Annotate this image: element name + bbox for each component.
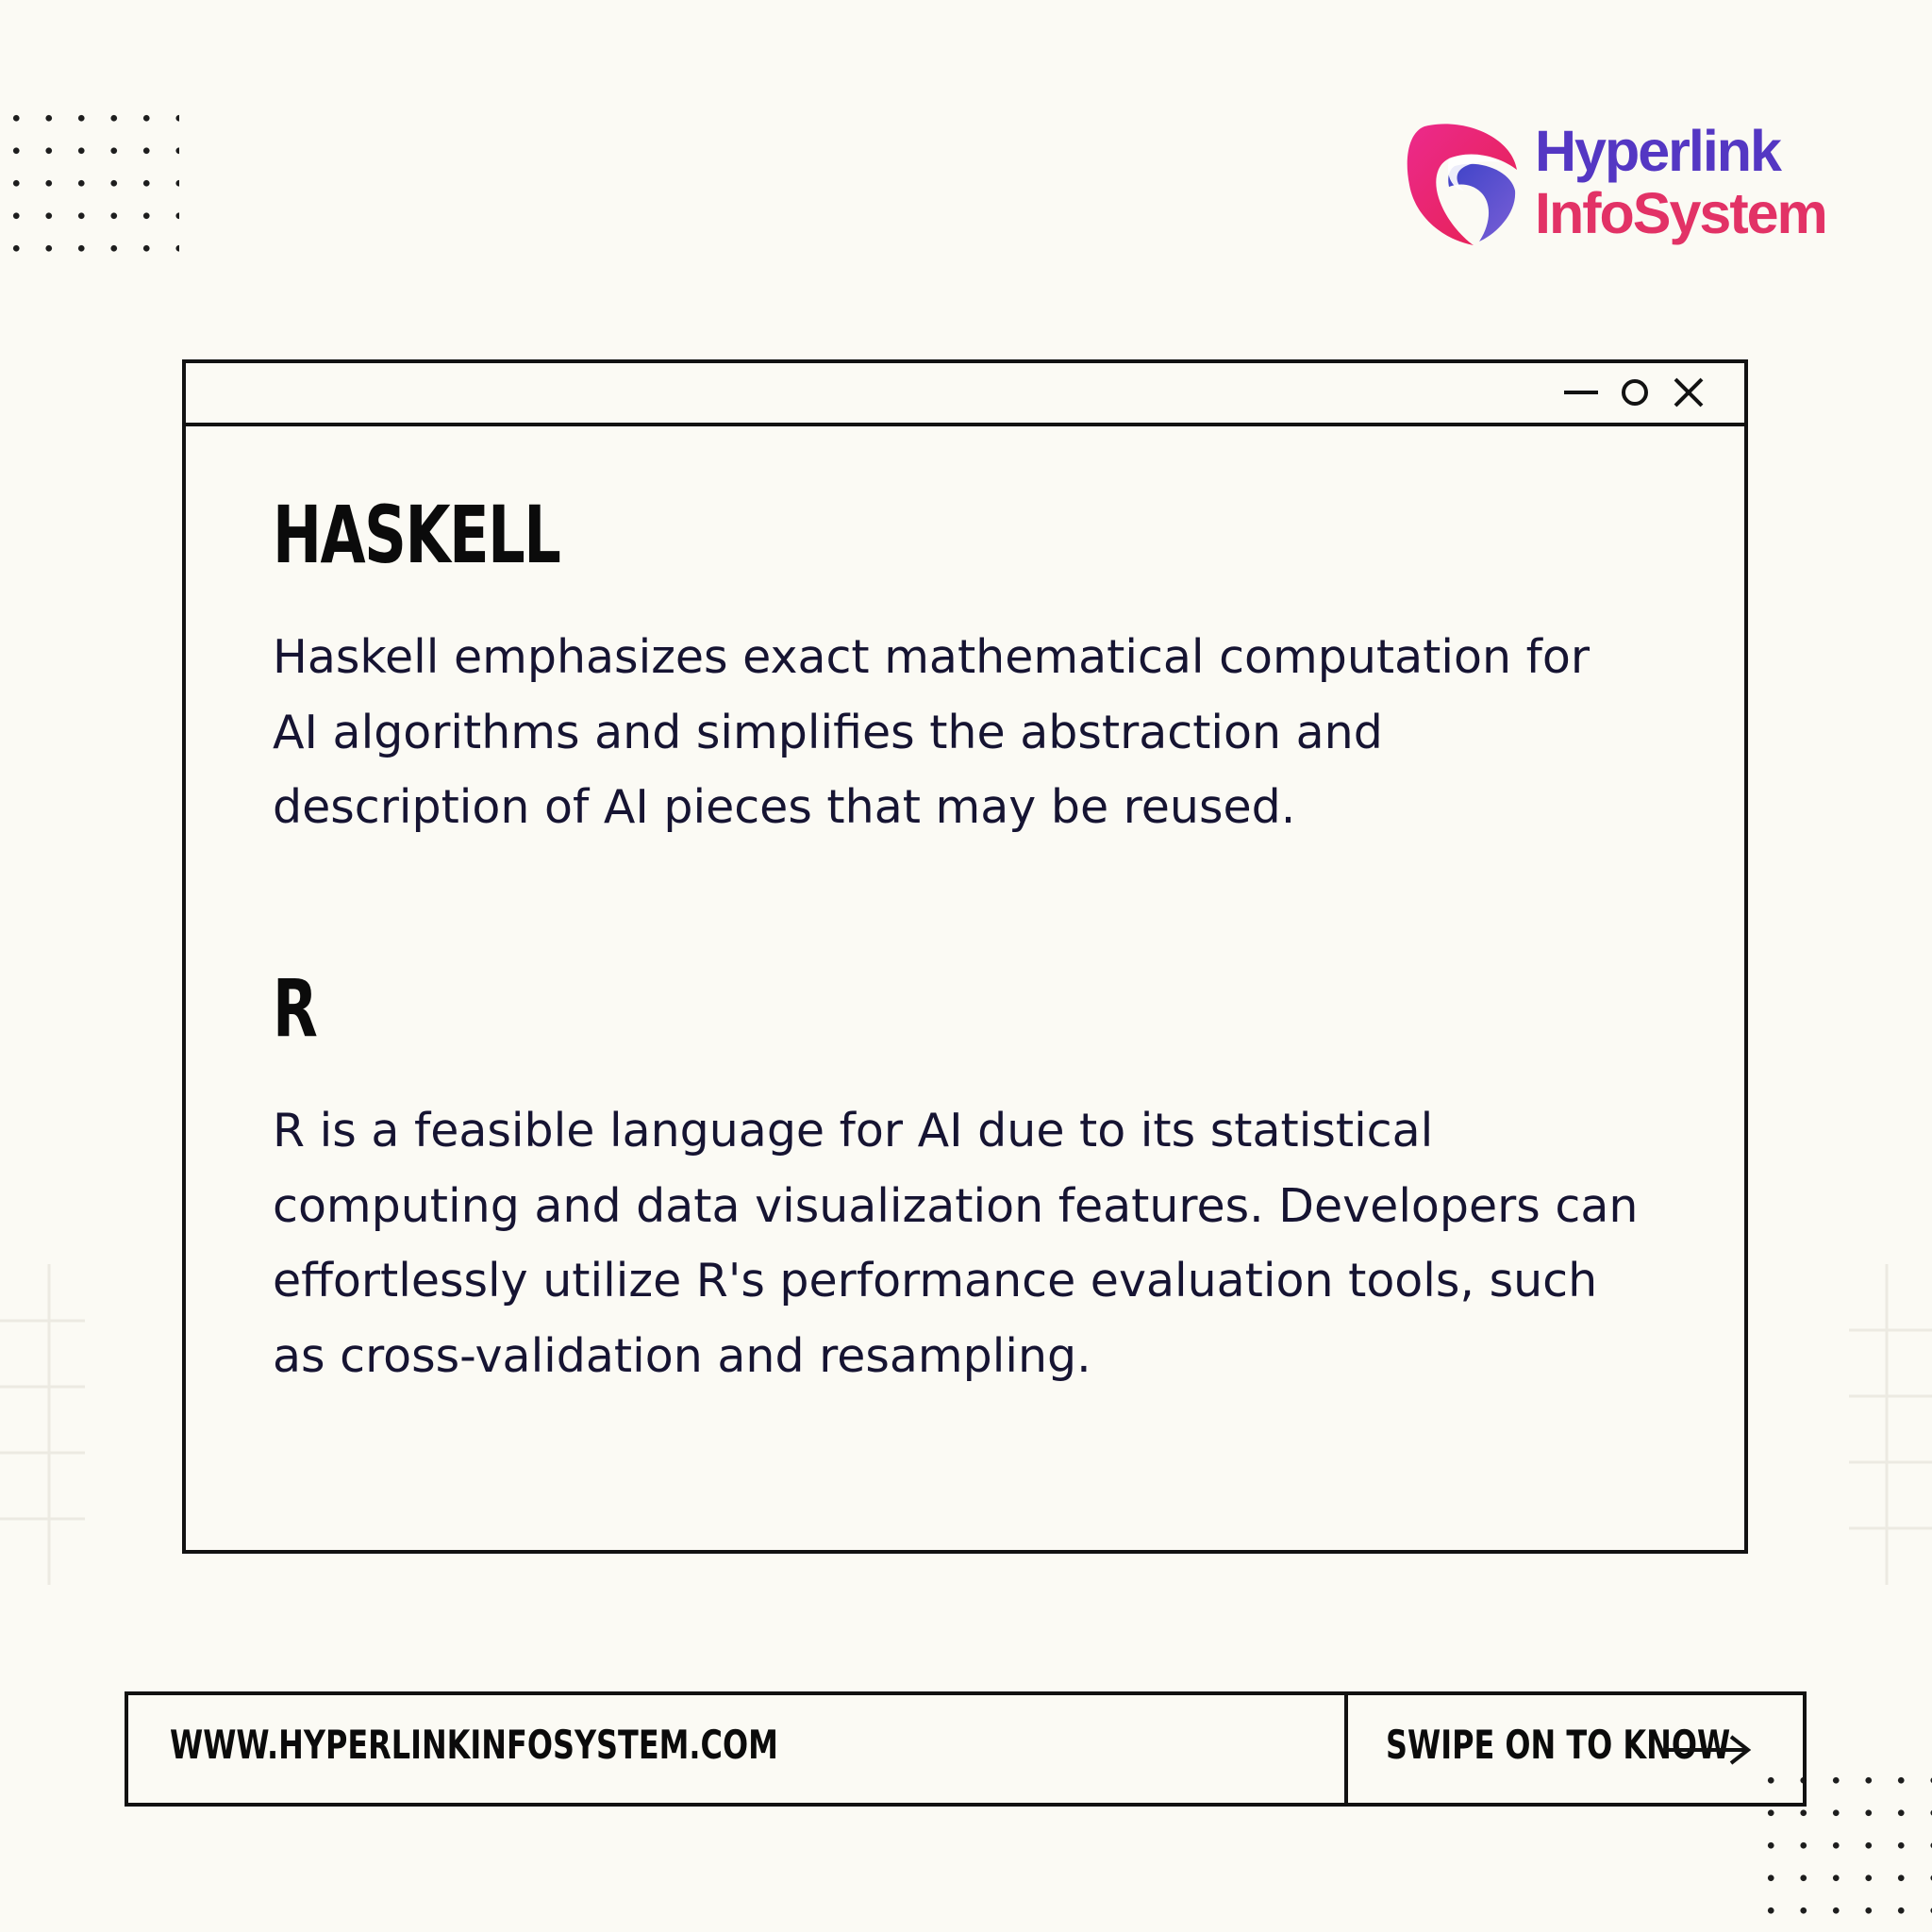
section-body-r xyxy=(273,1093,1688,1393)
body-line: R is a feasible language for AI due to its statistical xyxy=(273,1104,1434,1158)
brand-logo[interactable] xyxy=(1406,119,1826,251)
body-line: Haskell emphasizes exact mathematical computation for xyxy=(273,630,1590,684)
section-body-haskell xyxy=(273,620,1688,845)
body-line: as cross-validation and resampling. xyxy=(273,1328,1091,1383)
body-line: effortlessly utilize R's performance evaluation tools, such xyxy=(273,1254,1598,1307)
brand-name-line2: InfoSystem xyxy=(1535,181,1826,245)
hyperlink-infosystem-logo-mark xyxy=(1406,119,1523,247)
dot-pattern-top-left xyxy=(0,102,179,275)
brand-name-line1: Hyperlink xyxy=(1535,119,1780,183)
minimize-icon[interactable] xyxy=(1562,374,1600,411)
body-line: description of AI pieces that may be reused. xyxy=(273,780,1296,834)
section-heading-haskell: HASKELL xyxy=(273,489,560,581)
footer-bar xyxy=(125,1691,1807,1807)
swipe-cta-button[interactable] xyxy=(1348,1695,1803,1803)
maximize-icon[interactable] xyxy=(1616,374,1654,411)
close-icon[interactable] xyxy=(1670,374,1707,411)
grid-decoration-right xyxy=(1849,1264,1932,1585)
content-window xyxy=(182,359,1748,1554)
body-line: computing and data visualization features. Developers can xyxy=(273,1178,1639,1233)
arrow-right-icon xyxy=(1661,1731,1752,1769)
website-link[interactable]: WWW.HYPERLINKINFOSYSTEM.COM xyxy=(170,1722,778,1768)
section-heading-r: R xyxy=(273,962,317,1055)
body-line: AI algorithms and simplifies the abstraction and xyxy=(273,705,1383,759)
swipe-cta-label: SWIPE ON TO KNOW xyxy=(1386,1722,1731,1768)
grid-decoration-left xyxy=(0,1264,85,1585)
window-titlebar xyxy=(186,363,1744,426)
